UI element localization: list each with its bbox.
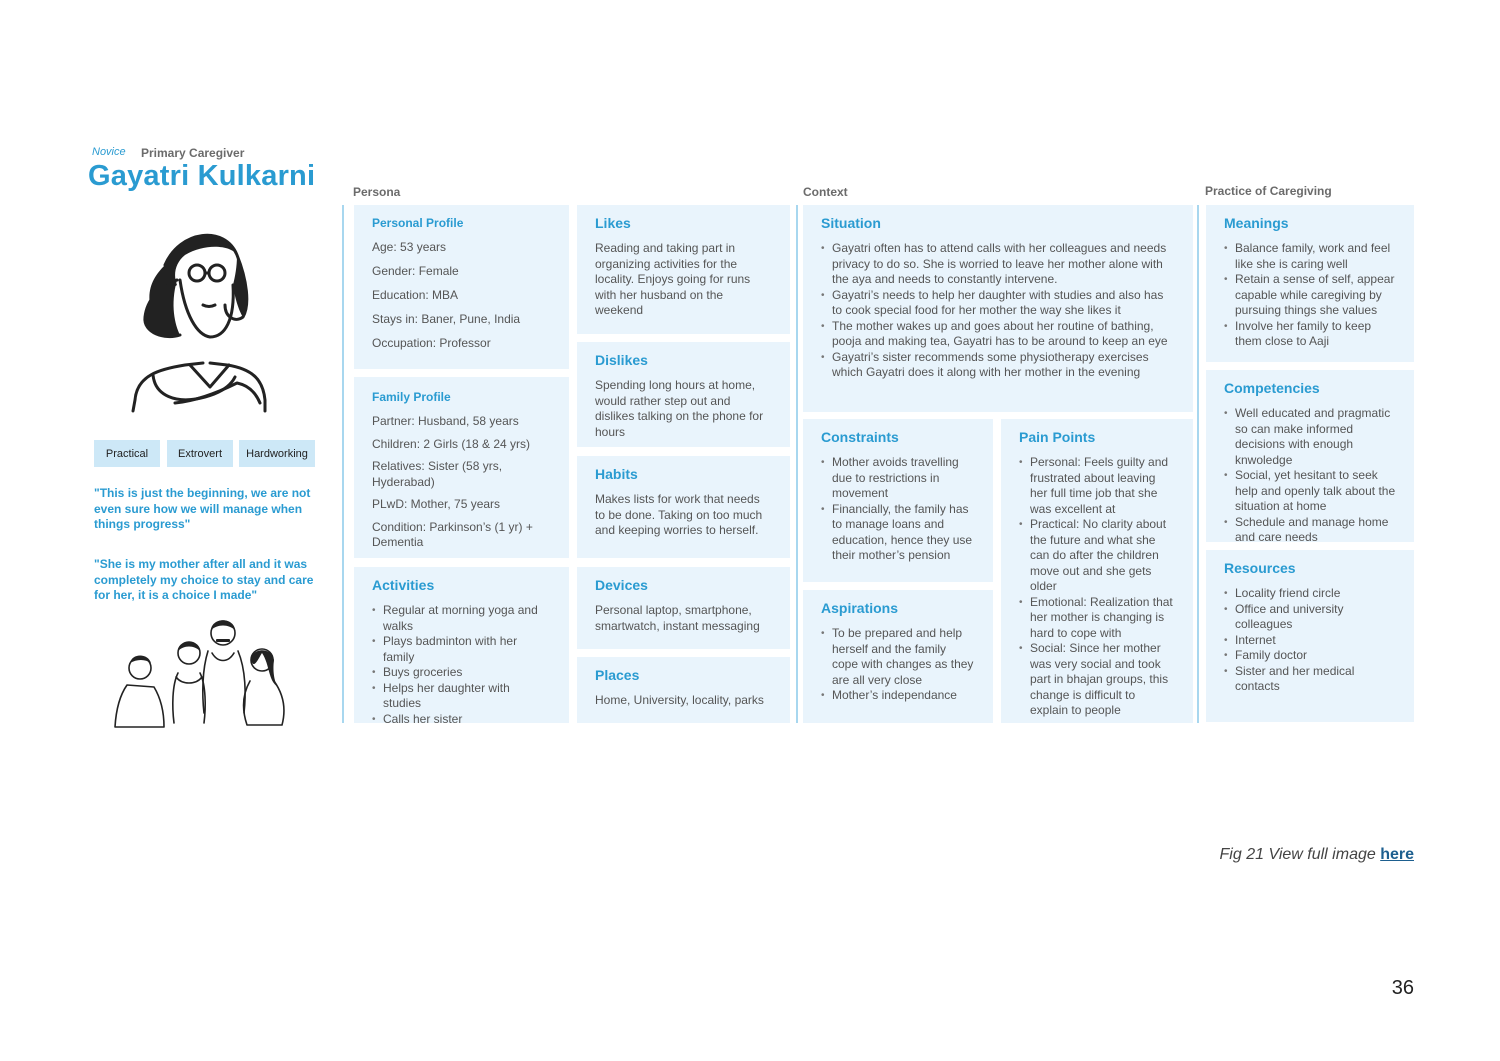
quote: "This is just the beginning, we are not even sure how we will manage when things progress" <box>94 486 311 531</box>
section-divider <box>342 205 344 723</box>
persona-role: Primary Caregiver <box>141 146 245 160</box>
list-item: • Social: Since her mother was very social and took part in bhajan groups, this change is difficult to explain to people <box>1030 641 1175 719</box>
profile-line: Partner: Husband, 58 years <box>372 414 519 428</box>
card-title: Constraints <box>821 429 899 445</box>
list-item: • Calls her sister <box>383 712 551 728</box>
dislikes-card <box>577 342 790 447</box>
card-title: Aspirations <box>821 600 899 616</box>
activities-card <box>354 567 569 726</box>
places-card <box>577 657 790 723</box>
list-item: • Family doctor <box>1235 648 1396 664</box>
profile-line: Gender: Female <box>372 264 459 278</box>
section-label-practice: Practice of Caregiving <box>1205 184 1332 198</box>
list-item: • Plays badminton with her family <box>383 634 551 665</box>
list-item: • Retain a sense of self, appear capable while caregiving by pursuing things she values <box>1235 272 1396 319</box>
profile-line: Relatives: Sister (58 yrs, Hyderabad) <box>372 459 503 489</box>
list-item: • Gayatri often has to attend calls with her colleagues and needs privacy to do so. She is worried to leave her mother alone with the aya and needs to constantly intervene. <box>832 241 1175 288</box>
card-title: Personal Profile <box>372 216 464 230</box>
list-item: • Regular at morning yoga and walks <box>383 603 551 634</box>
card-title: Resources <box>1224 560 1296 576</box>
page-number: 36 <box>1391 977 1414 999</box>
persona-name: Gayatri Kulkarni <box>88 160 316 192</box>
constraints-card <box>803 419 993 582</box>
card-title: Likes <box>595 215 631 231</box>
family-illustration <box>112 615 290 733</box>
view-full-image-link[interactable]: here <box>1380 846 1414 863</box>
card-text: Personal laptop, smartphone, smartwatch, instant messaging <box>595 603 760 633</box>
list-item: • Schedule and manage home and care needs <box>1235 515 1396 546</box>
list-item: • Emotional: Realization that her mother is changing is hard to cope with <box>1030 595 1175 642</box>
card-text: Reading and taking part in organizing activities for the locality. Enjoys going for runs with her husband on the weekend <box>595 241 751 317</box>
likes-card <box>577 205 790 334</box>
card-title: Activities <box>372 577 435 593</box>
aspirations-card <box>803 590 993 723</box>
family-profile-card <box>354 377 569 558</box>
section-divider <box>796 205 798 723</box>
resources-card <box>1206 550 1414 722</box>
list-item: • Well educated and pragmatic so can make informed decisions with enough knwoledge <box>1235 406 1396 468</box>
card-title: Family Profile <box>372 390 451 404</box>
list-item: • Practical: No clarity about the future and what she can do after the children move out and she gets older <box>1030 517 1175 595</box>
profile-line: Age: 53 years <box>372 240 447 254</box>
quote: "She is my mother after all and it was completely my choice to stay and care for her, it is a choice I made" <box>94 557 314 602</box>
card-title: Meanings <box>1224 215 1289 231</box>
list-item: • The mother wakes up and goes about her routine of bathing, pooja and making tea, Gayatri has to be around to keep an eye <box>832 319 1175 350</box>
meanings-card <box>1206 205 1414 362</box>
list-item: • Buys groceries <box>383 665 551 681</box>
card-title: Situation <box>821 215 881 231</box>
card-text: Makes lists for work that needs to be done. Taking on too much and keeping worries to herself. <box>595 492 763 537</box>
list-item: • Gayatri’s needs to help her daughter with studies and also has to cook special food for her mother the way she likes it <box>832 288 1175 319</box>
trait-tag: Practical <box>94 440 160 467</box>
trait-tag: Extrovert <box>167 440 233 467</box>
profile-line: Stays in: Baner, Pune, India <box>372 312 521 326</box>
list-item: • Office and university colleagues <box>1235 602 1396 633</box>
card-title: Devices <box>595 577 648 593</box>
persona-portrait-illustration <box>125 225 275 415</box>
figure-caption <box>1220 846 1414 864</box>
list-item: • Personal: Feels guilty and frustrated about leaving her full time job that she was excellent at <box>1030 455 1175 517</box>
profile-line: PLwD: Mother, 75 years <box>372 497 501 511</box>
card-title: Dislikes <box>595 352 648 368</box>
profile-line: Education: MBA <box>372 288 459 302</box>
devices-card <box>577 567 790 649</box>
trait-tag: Hardworking <box>239 440 315 467</box>
situation-card <box>803 205 1193 412</box>
card-text: Spending long hours at home, would rather step out and dislikes talking on the phone for hours <box>595 378 764 439</box>
profile-line: Children: 2 Girls (18 & 24 yrs) <box>372 436 531 451</box>
figure-caption-text: Fig 21 View full image <box>1219 846 1381 863</box>
profile-line: Condition: Parkinson’s (1 yr) + Dementia <box>372 519 533 549</box>
list-item: • Gayatri’s sister recommends some physiotherapy exercises which Gayatri does it along with her mother in the evening <box>832 350 1175 381</box>
list-item: • Locality friend circle <box>1235 586 1396 602</box>
card-title: Competencies <box>1224 380 1320 396</box>
list-item: • Mother’s independance <box>832 688 975 704</box>
section-label-context: Context <box>803 185 848 199</box>
card-title: Habits <box>595 466 638 482</box>
section-label-persona: Persona <box>353 185 401 199</box>
list-item: • Internet <box>1235 633 1396 649</box>
habits-card <box>577 456 790 558</box>
list-item: • Financially, the family has to manage loans and education, hence they use their mother’s pension <box>832 502 975 564</box>
list-item: • Helps her daughter with studies <box>383 681 551 712</box>
list-item: • Sister and her medical contacts <box>1235 664 1396 695</box>
card-title: Places <box>595 667 640 683</box>
personal-profile-card <box>354 205 569 369</box>
card-title: Pain Points <box>1019 429 1096 445</box>
pain-points-card <box>1001 419 1193 723</box>
list-item: • To be prepared and help herself and the family cope with changes as they are all very close <box>832 626 975 688</box>
list-item: • Mother avoids travelling due to restrictions in movement <box>832 455 975 502</box>
persona-level: Novice <box>92 146 126 158</box>
list-item: • Involve her family to keep them close to Aaji <box>1235 319 1396 350</box>
list-item: • Balance family, work and feel like she is caring well <box>1235 241 1396 272</box>
card-text: Home, University, locality, parks <box>595 693 764 707</box>
section-divider <box>1197 205 1199 723</box>
list-item: • Social, yet hesitant to seek help and openly talk about the situation at home <box>1235 468 1396 515</box>
competencies-card <box>1206 370 1414 542</box>
profile-line: Occupation: Professor <box>372 336 491 350</box>
